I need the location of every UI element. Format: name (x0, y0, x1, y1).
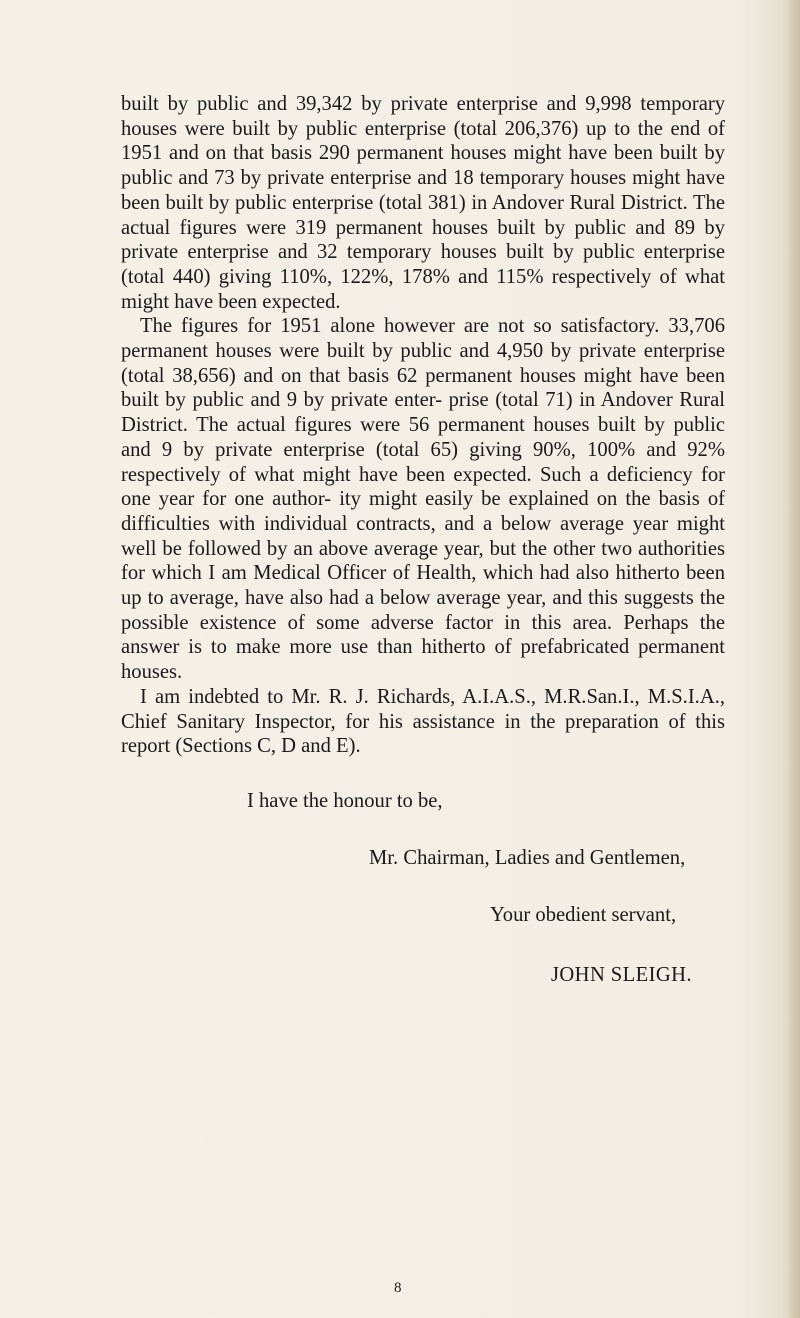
closing-salutation-line: Mr. Chairman, Ladies and Gentlemen, (369, 847, 686, 869)
signature-name: JOHN SLEIGH. (551, 964, 692, 986)
paragraph-1951-figures: The figures for 1951 alone however are not so satisfactory. 33,706 permanent houses were built by public and 4,950 by private enterprise (total 38,656) and on that basis 62 permanent houses might have been built by public and 9 by private enter- prise (total 71) in Andover Rural District. The actual figures were 56 permanent houses built by public and 9 by private enterprise (total 65) giving 90%, 100% and 92% respectively of what might have been expected. Such a deficiency for one year for one author- ity might easily be explained on the basis of difficulties with individual contracts, and a below average year might well be followed by an above average year, but the other two authorities for which I am Medical Officer of Health, which had also hitherto been up to average, have also had a below average year, and this suggests the possible existence of some adverse factor in this area. Perhaps the answer is to make more use than hitherto of prefabricated permanent houses. (121, 315, 725, 684)
paragraph-housing-totals: built by public and 39,342 by private enterprise and 9,998 temporary houses were built by public enterprise (total 206,376) up to the end of 1951 and on that basis 290 permanent houses might have been built by public and 73 by private enterprise and 18 temporary houses might have been built by public enterprise (total 381) in Andover Rural District. The actual figures were 319 permanent houses built by public and 89 by private enterprise and 32 temporary houses built by public enterprise (total 440) giving 110%, 122%, 178% and 115% respectively of what might have been expected. (121, 93, 725, 313)
page-number: 8 (394, 1280, 402, 1296)
closing-servant-line: Your obedient servant, (490, 904, 677, 926)
paragraph-acknowledgement: I am indebted to Mr. R. J. Richards, A.I.A.S., M.R.San.I., M.S.I.A., Chief Sanitary Inspector, for his assistance in the preparation of this report (Sections C, D and E). (121, 685, 725, 758)
page-edge-shadow (786, 0, 800, 1318)
body-text (121, 92, 725, 759)
closing-honour-line: I have the honour to be, (247, 790, 443, 812)
